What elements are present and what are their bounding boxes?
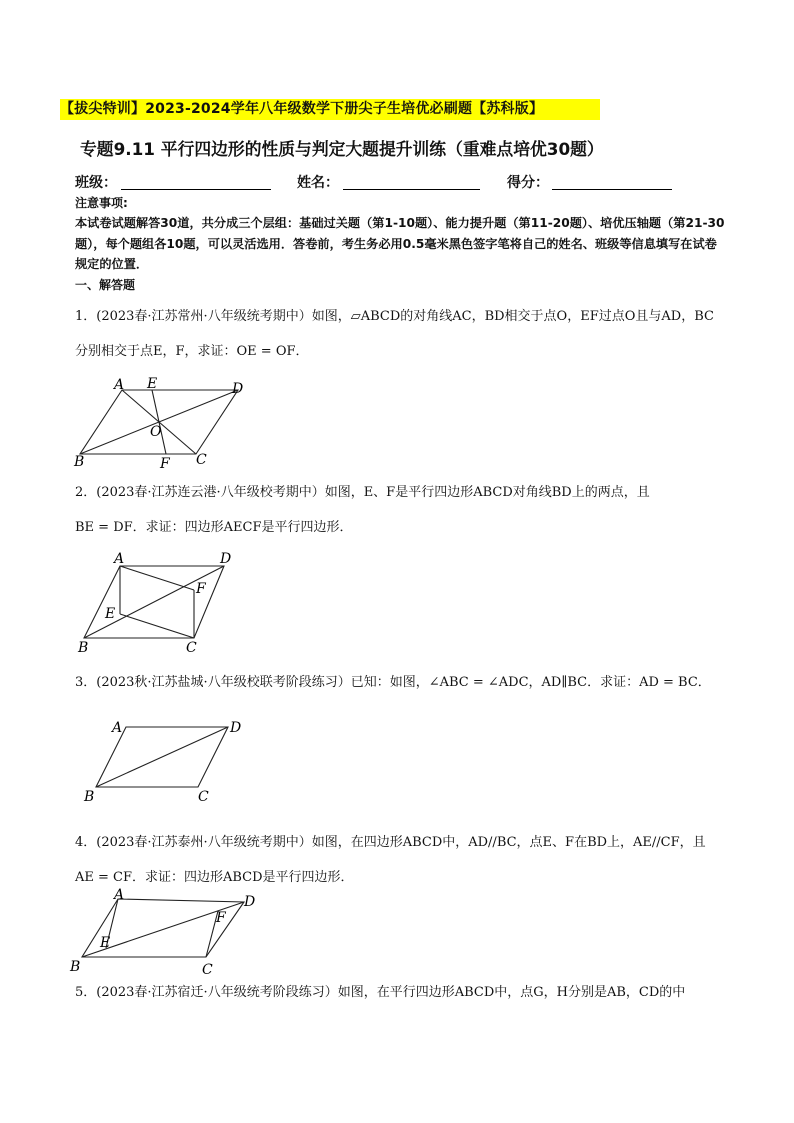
figure-q2 <box>72 550 252 655</box>
q1-label-e: E <box>147 376 158 392</box>
figure-q3 <box>80 715 250 805</box>
q4-label-a: A <box>114 887 125 903</box>
section-title: 一、解答题 <box>75 278 136 292</box>
question-1-line1: 1．(2023春·江苏常州·八年级统考期中）如图，▱ABCD的对角线AC，BD相交于点O，EF过点O且与AD，BC <box>75 309 714 324</box>
q3-diagonal-bd <box>96 727 228 787</box>
q1-label-f: F <box>160 456 170 471</box>
student-info-fields <box>75 172 755 192</box>
score-label: 得分： <box>507 175 549 191</box>
class-label: 班级： <box>75 175 117 191</box>
q4-label-b: B <box>70 959 81 975</box>
question-1 <box>75 299 735 369</box>
header-banner: 【拔尖特训】2023-2024学年八年级数学下册尖子生培优必刷题【苏科版】 <box>60 99 600 120</box>
q2-label-c: C <box>186 640 197 655</box>
q1-label-c: C <box>196 452 207 468</box>
q1-label-a: A <box>114 377 125 393</box>
question-1-line2: 分别相交于点E，F，求证：OE = OF． <box>75 344 309 359</box>
notes-heading: 注意事项: <box>75 196 128 210</box>
q4-label-d: D <box>244 894 256 910</box>
figure-q4 <box>66 885 266 980</box>
q4-label-f: F <box>216 910 226 926</box>
question-2-line1: 2．(2023春·江苏连云港·八年级校考期中）如图，E、F是平行四边形ABCD对角线BD上的两点，且 <box>75 485 650 500</box>
q4-label-e: E <box>100 935 111 951</box>
question-2 <box>75 475 735 545</box>
question-3-line1: 3．(2023秋·江苏盐城·八年级校联考阶段练习）已知：如图，∠ABC = ∠ADC，AD∥BC．求证：AD = BC． <box>75 675 711 690</box>
figure-q1 <box>70 376 260 471</box>
score-blank[interactable] <box>552 189 672 190</box>
q1-segment-ef <box>152 390 166 454</box>
question-3 <box>75 665 735 700</box>
q3-label-b: B <box>84 789 95 805</box>
q2-label-a: A <box>114 551 125 567</box>
question-4-line2: AE = CF．求证：四边形ABCD是平行四边形． <box>75 870 354 885</box>
question-2-line2: BE = DF．求证：四边形AECF是平行四边形． <box>75 520 353 535</box>
question-4-line1: 4．(2023春·江苏泰州·八年级统考期中）如图，在四边形ABCD中，AD//BC，点E、F在BD上，AE//CF，且 <box>75 835 706 850</box>
q1-label-d: D <box>232 381 244 397</box>
q2-label-d: D <box>220 551 232 567</box>
name-blank[interactable] <box>343 189 480 190</box>
notes-body: 本试卷试题解答30道，共分成三个层组：基础过关题（第1-10题）、能力提升题（第11-20题）、培优压轴题（第21-30题），每个题组各10题，可以灵活选用．答卷前，考生务必用0.5毫米黑色签字笔将自己的姓名、班级等信息填写在试卷规定的位置． <box>75 216 725 271</box>
q1-label-b: B <box>74 454 85 470</box>
name-label: 姓名： <box>297 175 339 191</box>
q4-label-c: C <box>202 962 213 978</box>
q3-label-c: C <box>198 789 209 805</box>
q1-label-o: O <box>150 424 162 440</box>
q2-label-e: E <box>105 606 116 622</box>
class-blank[interactable] <box>121 189 271 190</box>
q3-label-a: A <box>112 720 123 736</box>
q2-segment-ec <box>120 614 194 638</box>
q2-label-b: B <box>78 640 89 655</box>
q2-label-f: F <box>196 581 206 597</box>
question-5 <box>75 975 735 1010</box>
q3-label-d: D <box>230 720 242 736</box>
q2-segment-af <box>120 566 194 590</box>
page-title: 专题9.11 平行四边形的性质与判定大题提升训练（重难点培优30题） <box>80 139 604 159</box>
question-5-line1: 5．(2023春·江苏宿迁·八年级统考阶段练习）如图，在平行四边形ABCD中，点G，H分别是AB，CD的中 <box>75 985 686 1000</box>
